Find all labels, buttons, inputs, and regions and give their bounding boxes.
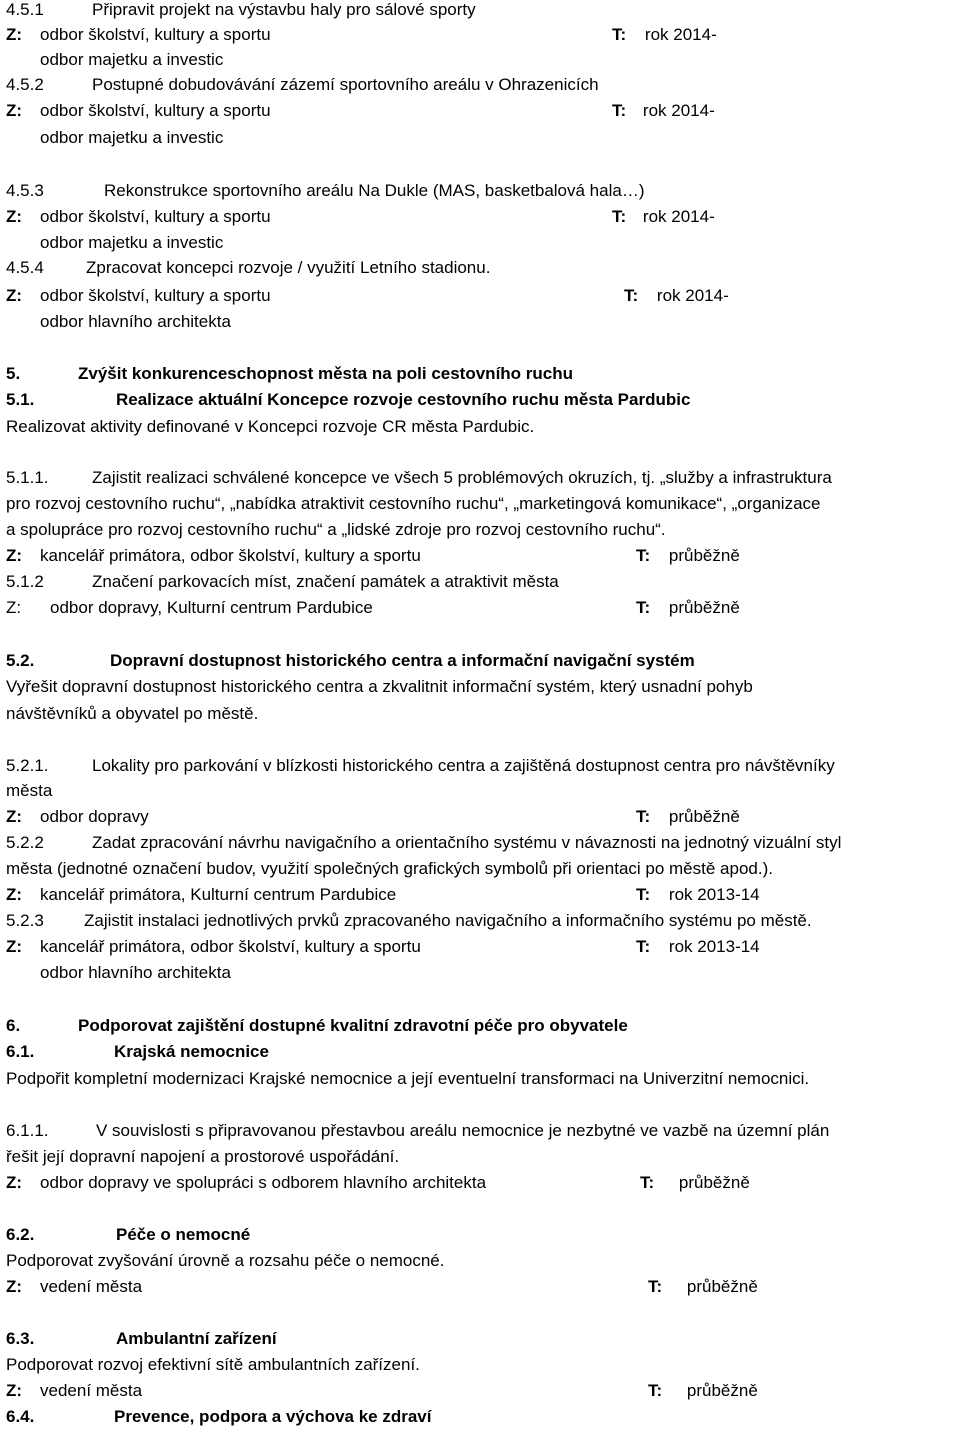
subsection-number: 5.2. — [6, 651, 35, 670]
subsection-number: 6.3. — [6, 1329, 35, 1348]
item-number: 5.2.2 — [6, 833, 44, 852]
item-number: 4.5.3 — [6, 181, 44, 200]
t-label: T: — [648, 1277, 663, 1296]
item-heading — [6, 833, 842, 853]
item-title: Zajistit instalaci jednotlivých prvků zpracovaného navigačního a informačního systému po městě. — [84, 911, 812, 930]
subsection-heading — [6, 651, 695, 671]
responsible-row — [6, 546, 421, 566]
deadline — [636, 546, 740, 566]
z-label: Z: — [6, 25, 23, 44]
item-title: Postupné dobudovávání zázemí sportovního areálu v Ohrazenicích — [92, 75, 599, 94]
z-label: Z: — [6, 546, 23, 565]
section-title: Podporovat zajištění dostupné kvalitní zdravotní péče pro obyvatele — [78, 1016, 628, 1035]
responsible-extra: odbor majetku a investic — [40, 233, 224, 252]
item-title: Značení parkovacích míst, značení památek a atraktivit města — [92, 572, 559, 591]
paragraph: Podporovat zvyšování úrovně a rozsahu péče o nemocné. — [6, 1251, 445, 1270]
responsible-row — [6, 937, 421, 957]
item-title: Rekonstrukce sportovního areálu Na Dukle (MAS, basketbalová hala…) — [104, 181, 645, 200]
deadline — [636, 598, 740, 618]
responsible-extra: odbor majetku a investic — [40, 50, 224, 69]
item-number: 5.2.1. — [6, 756, 49, 775]
z-label: Z: — [6, 286, 23, 305]
item-number: 4.5.4 — [6, 258, 44, 277]
item-text-line: a spolupráce pro rozvoj cestovního ruchu“ a „lidské zdroje pro rozvoj cestovního ruchu“. — [6, 520, 666, 539]
paragraph: Realizovat aktivity definované v Koncepci rozvoje CR města Pardubic. — [6, 417, 535, 436]
z-label: Z: — [6, 1277, 23, 1296]
item-text: Zajistit realizaci schválené koncepce ve všech 5 problémových okruzích, tj. „služby a infrastruktura — [92, 468, 832, 487]
subsection-title: Péče o nemocné — [116, 1225, 251, 1244]
item-text: Zadat zpracování návrhu navigačního a orientačního systému v návaznosti na jednotný vizuální styl — [92, 833, 842, 852]
responsible-row — [6, 1277, 143, 1297]
deadline — [636, 937, 760, 957]
subsection-number: 6.2. — [6, 1225, 35, 1244]
responsible-value: vedení města — [40, 1381, 143, 1400]
responsible-extra: odbor hlavního architekta — [40, 963, 231, 982]
section-heading — [6, 1016, 628, 1036]
section-title: Zvýšit konkurenceschopnost města na poli cestovního ruchu — [78, 364, 574, 383]
responsible-value: odbor školství, kultury a sportu — [40, 25, 271, 44]
t-label: T: — [624, 286, 639, 305]
subsection-title: Dopravní dostupnost historického centra a informační navigační systém — [110, 651, 695, 670]
deadline-value: rok 2014- — [656, 286, 729, 305]
deadline — [612, 25, 717, 45]
item-title: Zpracovat koncepci rozvoje / využití Letního stadionu. — [86, 258, 491, 277]
responsible-row — [6, 1381, 143, 1401]
responsible-row — [6, 101, 271, 121]
item-heading — [6, 181, 645, 201]
item-heading — [6, 756, 835, 776]
deadline — [624, 286, 729, 306]
responsible-row — [6, 25, 271, 45]
deadline-value: průběžně — [686, 1277, 758, 1296]
section-heading — [6, 364, 574, 384]
deadline-value: rok 2013-14 — [668, 937, 760, 956]
t-label: T: — [612, 207, 627, 226]
t-label: T: — [648, 1381, 663, 1400]
subsection-title: Realizace aktuální Koncepce rozvoje cestovního ruchu města Pardubic — [116, 390, 691, 409]
subsection-heading — [6, 1407, 432, 1427]
subsection-title: Krajská nemocnice — [114, 1042, 269, 1061]
item-heading — [6, 911, 812, 931]
responsible-value: vedení města — [40, 1277, 143, 1296]
z-label: Z: — [6, 937, 23, 956]
subsection-title: Prevence, podpora a výchova ke zdraví — [114, 1407, 432, 1426]
item-heading — [6, 0, 476, 20]
paragraph: Podpořit kompletní modernizaci Krajské nemocnice a její eventuelní transformaci na Univerzitní nemocnici. — [6, 1069, 810, 1088]
z-label: Z: — [6, 598, 22, 617]
item-number: 6.1.1. — [6, 1121, 49, 1140]
deadline — [612, 207, 715, 227]
deadline — [648, 1277, 758, 1297]
t-label: T: — [612, 25, 627, 44]
subsection-heading — [6, 390, 691, 410]
deadline — [648, 1381, 758, 1401]
responsible-value: odbor školství, kultury a sportu — [40, 286, 271, 305]
item-text-line: města — [6, 781, 53, 800]
item-number: 5.1.2 — [6, 572, 44, 591]
responsible-value: odbor dopravy, Kulturní centrum Pardubice — [50, 598, 373, 617]
paragraph: Vyřešit dopravní dostupnost historického centra a zkvalitnit informační systém, který usnadní pohyb — [6, 677, 753, 696]
z-label: Z: — [6, 1173, 23, 1192]
item-heading — [6, 468, 832, 488]
deadline-value: rok 2014- — [642, 101, 715, 120]
item-text: V souvislosti s připravovanou přestavbou areálu nemocnice je nezbytné ve vazbě na územní plán — [96, 1121, 830, 1140]
responsible-row — [6, 1173, 487, 1193]
t-label: T: — [636, 937, 651, 956]
deadline-value: průběžně — [668, 598, 740, 617]
paragraph: Podporovat rozvoj efektivní sítě ambulantních zařízení. — [6, 1355, 420, 1374]
responsible-row — [6, 807, 149, 827]
responsible-extra: odbor hlavního architekta — [40, 312, 231, 331]
subsection-heading — [6, 1329, 277, 1349]
responsible-value: kancelář primátora, Kulturní centrum Pardubice — [40, 885, 397, 904]
section-number: 5. — [6, 364, 21, 383]
item-title: Připravit projekt na výstavbu haly pro sálové sporty — [92, 0, 476, 19]
z-label: Z: — [6, 1381, 23, 1400]
t-label: T: — [636, 598, 651, 617]
subsection-number: 5.1. — [6, 390, 35, 409]
deadline-value: průběžně — [678, 1173, 750, 1192]
deadline — [612, 101, 715, 121]
z-label: Z: — [6, 207, 23, 226]
subsection-heading — [6, 1042, 269, 1062]
item-text-line: města (jednotné označení budov, využití společných grafických symbolů při orientaci po městě apod.). — [6, 859, 773, 878]
item-number: 5.2.3 — [6, 911, 44, 930]
deadline-value: rok 2013-14 — [668, 885, 760, 904]
item-heading — [6, 75, 599, 95]
responsible-row — [6, 207, 271, 227]
responsible-value: odbor dopravy — [40, 807, 149, 826]
responsible-value: odbor školství, kultury a sportu — [40, 101, 271, 120]
z-label: Z: — [6, 807, 23, 826]
t-label: T: — [640, 1173, 655, 1192]
item-text: Lokality pro parkování v blízkosti historického centra a zajištěná dostupnost centra pro návštěvníky — [92, 756, 835, 775]
responsible-row — [6, 598, 373, 618]
item-text-line: pro rozvoj cestovního ruchu“, „nabídka atraktivit cestovního ruchu“, „marketingová komunikace“, „organizace — [6, 494, 821, 513]
paragraph: návštěvníků a obyvatel po městě. — [6, 704, 259, 723]
responsible-row — [6, 885, 397, 905]
deadline-value: průběžně — [686, 1381, 758, 1400]
item-text-line: řešit její dopravní napojení a prostorové uspořádání. — [6, 1147, 400, 1166]
deadline-value: rok 2014- — [642, 207, 715, 226]
item-heading — [6, 258, 491, 278]
item-number: 4.5.1 — [6, 0, 44, 19]
t-label: T: — [612, 101, 627, 120]
t-label: T: — [636, 885, 651, 904]
subsection-number: 6.4. — [6, 1407, 35, 1426]
deadline-value: průběžně — [668, 546, 740, 565]
item-number: 4.5.2 — [6, 75, 44, 94]
deadline — [640, 1173, 750, 1193]
subsection-title: Ambulantní zařízení — [116, 1329, 277, 1348]
deadline-value: průběžně — [668, 807, 740, 826]
z-label: Z: — [6, 101, 23, 120]
responsible-value: odbor dopravy ve spolupráci s odborem hlavního architekta — [40, 1173, 487, 1192]
deadline-value: rok 2014- — [644, 25, 717, 44]
item-number: 5.1.1. — [6, 468, 49, 487]
subsection-number: 6.1. — [6, 1042, 35, 1061]
responsible-value: kancelář primátora, odbor školství, kultury a sportu — [40, 546, 421, 565]
t-label: T: — [636, 546, 651, 565]
deadline — [636, 885, 760, 905]
item-heading — [6, 572, 559, 592]
item-heading — [6, 1121, 830, 1141]
deadline — [636, 807, 740, 827]
section-number: 6. — [6, 1016, 21, 1035]
subsection-heading — [6, 1225, 251, 1245]
t-label: T: — [636, 807, 651, 826]
responsible-row — [6, 286, 271, 306]
responsible-extra: odbor majetku a investic — [40, 128, 224, 147]
responsible-value: kancelář primátora, odbor školství, kultury a sportu — [40, 937, 421, 956]
z-label: Z: — [6, 885, 23, 904]
responsible-value: odbor školství, kultury a sportu — [40, 207, 271, 226]
